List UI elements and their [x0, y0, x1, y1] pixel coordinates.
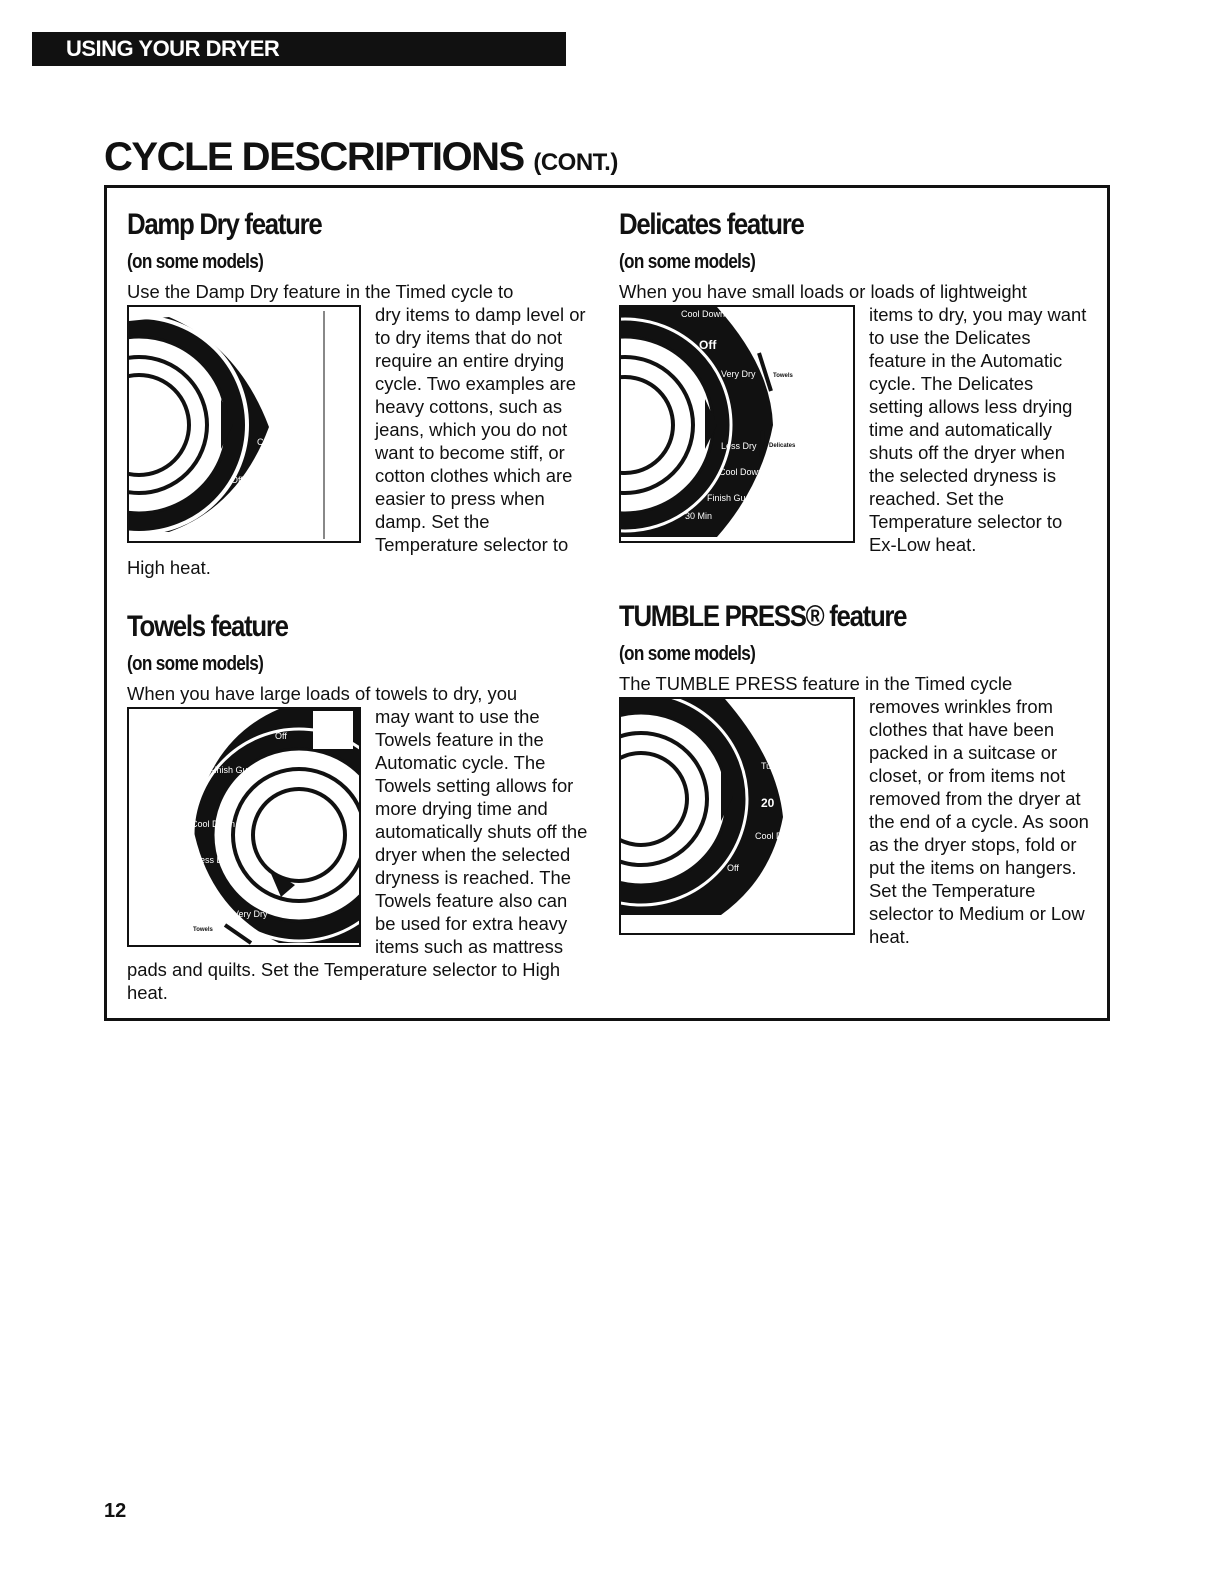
dial-label: Very Dry [233, 909, 268, 919]
section-text [619, 672, 1089, 948]
page-title-suffix: (CONT.) [533, 149, 618, 176]
dial-tag: Delicates [769, 443, 796, 449]
section-towels [127, 610, 591, 1004]
content-box [104, 185, 1110, 1021]
timer-dial-icon [621, 699, 853, 933]
section-text [127, 280, 591, 579]
selector-dial-icon [621, 307, 853, 541]
dial-label: Cool Down [257, 437, 302, 447]
section-body-text: items to dry, you may want to use the Delicates feature in the Automatic cycle. The Delicates setting allows less drying time and automatically shuts off the dryer when the selected dryness is reached. Set the Temperature selector to Ex-Low heat. [869, 304, 1087, 555]
dial-label: Less Dry [721, 441, 757, 451]
section-subtitle: (on some models) [619, 251, 756, 273]
selector-dial-icon [129, 709, 359, 945]
section-lead-text: Use the Damp Dry feature in the Timed cycle to [127, 281, 514, 302]
dial-tag: Towels [773, 373, 793, 379]
dial-label: Off [727, 863, 739, 873]
dial-label: Off [699, 338, 717, 352]
dial-label: Very Dry [721, 369, 756, 379]
section-lead-text: When you have small loads or loads of lightweight [619, 281, 1027, 302]
section-subtitle: (on some models) [127, 653, 264, 675]
section-damp-dry [127, 208, 591, 579]
dial-number: 20 [761, 796, 775, 810]
section-body-text: removes wrinkles from clothes that have been packed in a suitcase or closet, or from items not removed from the dryer at the end of a cycle. As soon as the dryer stops, fold or put the items on hangers. Set the Temperature selector to Medium or Low heat. [869, 696, 1089, 947]
section-delicates [619, 208, 1089, 556]
page-title [104, 133, 618, 187]
section-title: Damp Dry feature [127, 208, 322, 241]
dial-label: Cool Down [681, 309, 726, 319]
page-number: 12 [104, 1500, 127, 1522]
damp-dry-dial-figure [127, 305, 361, 543]
dial-label: Cool Down [191, 819, 236, 829]
tumble-press-dial-figure [619, 697, 855, 935]
dial-label: Damp Dry [245, 353, 286, 363]
dial-label: Tumble Press [761, 761, 817, 771]
dial-label: Off [231, 475, 243, 485]
dial-label: Less Dry [195, 855, 231, 865]
section-header-label: USING YOUR DRYER [66, 36, 280, 61]
section-title: Delicates feature [619, 208, 804, 241]
section-text [127, 682, 591, 1004]
section-body-text: may want to use the Towels feature in the Automatic cycle. The Towels setting allows for more drying time and automatically shuts off the dryer when the selected dryness is reached. The Towels feature also can be used for extra heavy items such as mattress pads and quilts. Set the Temperature selector to High heat. [127, 706, 588, 1003]
dial-label: Finish Guard [209, 765, 261, 775]
section-title: TUMBLE PRESS® feature [619, 600, 907, 633]
section-body-text: dry items to damp level or to dry items that do not require an entire drying cycle. Two examples are heavy cottons, such as jeans, which you do not want to become stiff, or cotton clothes which are easier to press when damp. Set the Temperature selector to High heat. [127, 304, 586, 578]
section-header-bar [32, 32, 566, 66]
dial-label: Cool Down [755, 831, 800, 841]
section-tumble-press [619, 600, 1089, 948]
delicates-dial-figure [619, 305, 855, 543]
dial-label: Off [275, 731, 287, 741]
dial-number: 20 [261, 394, 275, 408]
dial-tag: Towels [193, 927, 213, 933]
section-lead-text: When you have large loads of towels to dry, you [127, 683, 518, 704]
dial-label: Finish Guard [707, 493, 759, 503]
dial-label: Cool Down [719, 467, 764, 477]
section-subtitle: (on some models) [619, 643, 756, 665]
section-subtitle: (on some models) [127, 251, 264, 273]
towels-dial-figure [127, 707, 361, 947]
dial-label: 30 Min [685, 511, 713, 521]
section-text [619, 280, 1089, 556]
section-lead-text: The TUMBLE PRESS feature in the Timed cycle [619, 673, 1013, 694]
timer-dial-icon [129, 307, 359, 541]
section-title: Towels feature [127, 610, 288, 643]
page-title-text: CYCLE DESCRIPTIONS [104, 135, 524, 179]
